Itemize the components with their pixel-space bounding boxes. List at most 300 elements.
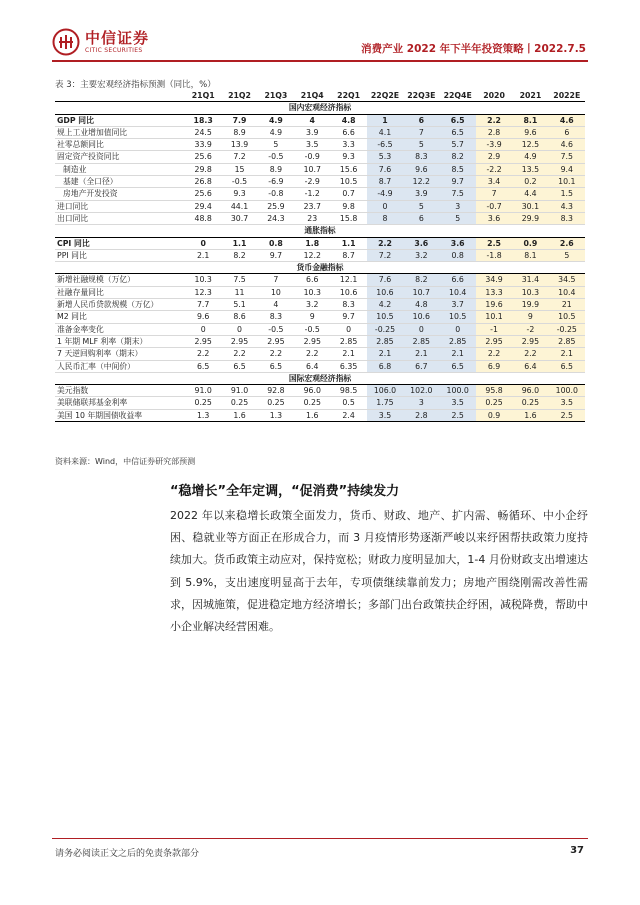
table-cell: 6.5 [185,360,221,372]
table-cell: 34.9 [476,274,512,286]
header-divider [52,60,588,62]
section-header-row [55,225,585,237]
table-row [55,409,585,421]
table-cell: 13.5 [512,163,548,175]
table-cell: -0.5 [258,151,294,163]
section-title: 国际宏观经济指标 [55,372,585,384]
table-cell: -3.9 [476,139,512,151]
table-cell: 10.5 [330,176,366,188]
table-cell: 1 [367,114,403,126]
table-cell: 8.6 [221,311,257,323]
table-cell: 6.4 [512,360,548,372]
table-cell: 0 [440,323,476,335]
table-cell: 3 [403,397,439,409]
table-cell: 10.3 [294,286,330,298]
table-cell: 2.2 [258,348,294,360]
table-cell: 100.0 [549,385,585,397]
table-cell: 29.9 [512,212,548,224]
table-cell: 8.9 [221,126,257,138]
row-label: 美元指数 [55,385,185,397]
table-cell: 2.95 [476,335,512,347]
table-cell: 10.5 [440,311,476,323]
table-row [55,360,585,372]
table-cell: -6.5 [367,139,403,151]
macro-forecast-table-wrapper [55,90,585,422]
table-cell: 0 [221,323,257,335]
table-cell: 31.4 [512,274,548,286]
table-caption: 表 3：主要宏观经济指标预测（同比，%） [55,80,216,90]
table-cell: 3.6 [440,237,476,249]
table-cell: 6 [403,212,439,224]
table-cell: 0 [330,323,366,335]
table-cell: 6.5 [440,360,476,372]
table-cell: 92.8 [258,385,294,397]
table-cell: 0.8 [440,249,476,261]
table-cell: -0.8 [258,188,294,200]
table-cell: 98.5 [330,385,366,397]
table-cell: 4.6 [549,139,585,151]
table-cell: 10.6 [330,286,366,298]
table-cell: 6 [549,126,585,138]
table-cell: 1.6 [221,409,257,421]
table-cell: 9.3 [221,188,257,200]
row-label: 新增社融规模（万亿） [55,274,185,286]
table-cell: 100.0 [440,385,476,397]
table-cell: 6.5 [221,360,257,372]
table-cell: 10.4 [440,286,476,298]
table-cell: -2.9 [294,176,330,188]
table-cell: 8.1 [512,114,548,126]
table-cell: 2.4 [330,409,366,421]
table-cell: 0 [185,323,221,335]
table-cell: 1.3 [258,409,294,421]
table-cell: 9.8 [330,200,366,212]
row-label: 基建（全口径） [55,176,185,188]
table-cell: 8.5 [440,163,476,175]
table-cell: 3.2 [294,299,330,311]
table-cell: 3.4 [476,176,512,188]
table-cell: 9.6 [403,163,439,175]
table-cell: 3.5 [440,397,476,409]
table-cell: 6.5 [258,360,294,372]
table-cell: 2.1 [440,348,476,360]
row-label: 固定资产投资同比 [55,151,185,163]
table-cell: 8.3 [258,311,294,323]
column-header: 2020 [476,90,512,102]
table-cell: 33.9 [185,139,221,151]
table-cell: 8.3 [330,299,366,311]
table-cell: 8.3 [403,151,439,163]
table-cell: 29.8 [185,163,221,175]
section-subheading: “稳增长”全年定调，“促消费”持续发力 [170,484,400,499]
table-cell: 3.9 [294,126,330,138]
table-cell: 5 [258,139,294,151]
table-cell: 10.5 [549,311,585,323]
table-cell: 2.95 [294,335,330,347]
table-cell: -4.9 [367,188,403,200]
table-cell: 15.6 [330,163,366,175]
table-cell: 29.4 [185,200,221,212]
table-cell: -0.5 [258,323,294,335]
table-cell: 8.3 [549,212,585,224]
brand-logo [52,28,149,56]
row-label: 人民币汇率（中间价） [55,360,185,372]
table-cell: -2.2 [476,163,512,175]
table-cell: 2.1 [330,348,366,360]
table-cell: 95.8 [476,385,512,397]
table-cell: 7.5 [549,151,585,163]
section-header-row [55,102,585,114]
table-cell: 2.2 [294,348,330,360]
table-cell: 6.35 [330,360,366,372]
table-cell: 10 [258,286,294,298]
table-cell: 12.1 [330,274,366,286]
table-cell: 3.5 [294,139,330,151]
footer-disclaimer: 请务必阅读正文之后的免责条款部分 [55,849,200,859]
table-cell: 1.3 [185,409,221,421]
table-cell: 3.6 [476,212,512,224]
table-cell: 4.2 [367,299,403,311]
table-row [55,397,585,409]
table-cell: 5 [549,249,585,261]
table-cell: 7 [476,188,512,200]
table-row [55,151,585,163]
column-header: 21Q4 [294,90,330,102]
table-cell: 2.1 [367,348,403,360]
table-cell: 9.7 [330,311,366,323]
table-cell: 4.6 [549,114,585,126]
section-title: 通胀指标 [55,225,585,237]
table-cell: 30.1 [512,200,548,212]
body-paragraph: 2022 年以来稳增长政策全面发力，货币、财政、地产、扩内需、畅循环、中小企纾困、稳就业等方面正在形成合力，而 3 月疫情形势逐渐严峻以来纾困帮扶政策力度持续加大。货币政策主动应对，保持宽松；财政力度明显加大，1-4 月份财政支出增速达到 5.9%，支出速度明显高于去年，专项债继续靠前发力；房地产围绕刚需改善性需求，因城施策，促进稳定地方经济增长；多部门出台政策扶企纾困，减税降费，帮助中小企业解决经营困难。 [170,509,588,634]
column-header: 21Q2 [221,90,257,102]
table-row [55,274,585,286]
table-cell: 2.95 [512,335,548,347]
table-cell: 10.3 [185,274,221,286]
table-cell: 30.7 [221,212,257,224]
section-header-row [55,262,585,274]
table-row [55,237,585,249]
table-cell: 26.8 [185,176,221,188]
table-row [55,200,585,212]
table-cell: 0 [403,323,439,335]
table-cell: 7.7 [185,299,221,311]
table-cell: 4 [258,299,294,311]
table-cell: 7.6 [367,163,403,175]
table-cell: 2.95 [221,335,257,347]
table-cell: 5 [440,212,476,224]
table-row [55,311,585,323]
column-header: 22Q1 [330,90,366,102]
row-label: 进口同比 [55,200,185,212]
section-title: 国内宏观经济指标 [55,102,585,114]
table-cell: 2.1 [549,348,585,360]
table-cell: 0.25 [512,397,548,409]
table-cell: 12.5 [512,139,548,151]
table-cell: 2.85 [549,335,585,347]
table-cell: 96.0 [294,385,330,397]
table-cell: -0.5 [294,323,330,335]
table-cell: 12.3 [185,286,221,298]
table-cell: 0.25 [185,397,221,409]
table-cell: 6.9 [476,360,512,372]
table-cell: 0 [367,200,403,212]
column-header: 21Q1 [185,90,221,102]
column-header: 22Q2E [367,90,403,102]
table-cell: -0.25 [367,323,403,335]
table-cell: 3.6 [403,237,439,249]
row-label: PPI 同比 [55,249,185,261]
table-cell: 6.6 [330,126,366,138]
table-cell: 8.2 [221,249,257,261]
table-cell: 1.6 [294,409,330,421]
row-label: 房地产开发投资 [55,188,185,200]
table-cell: 10.7 [294,163,330,175]
table-cell: 2.2 [476,114,512,126]
table-cell: 25.6 [185,151,221,163]
table-cell: 24.3 [258,212,294,224]
table-cell: 1.5 [549,188,585,200]
table-cell: 0.25 [258,397,294,409]
table-cell: 7 [258,274,294,286]
table-cell: 4 [294,114,330,126]
table-cell: 7.6 [367,274,403,286]
table-cell: 1.8 [294,237,330,249]
table-cell: 24.5 [185,126,221,138]
table-cell: 3.9 [403,188,439,200]
table-cell: 8.1 [512,249,548,261]
table-cell: 4.9 [512,151,548,163]
table-cell: 4.4 [512,188,548,200]
footer-divider [52,838,588,839]
table-row [55,335,585,347]
row-label: GDP 同比 [55,114,185,126]
table-cell: 1.1 [221,237,257,249]
table-cell: 10.7 [403,286,439,298]
table-cell: 12.2 [294,249,330,261]
row-label: 1 年期 MLF 利率（期末） [55,335,185,347]
table-cell: 2.85 [440,335,476,347]
row-label: 社零总额同比 [55,139,185,151]
table-cell: 10.1 [549,176,585,188]
row-label: 制造业 [55,163,185,175]
table-cell: 1.75 [367,397,403,409]
table-cell: 19.9 [512,299,548,311]
table-cell: 2.2 [185,348,221,360]
table-cell: 2.85 [367,335,403,347]
table-cell: 44.1 [221,200,257,212]
table-cell: 5 [403,139,439,151]
table-header [55,90,585,102]
table-cell: -0.7 [476,200,512,212]
table-cell: 6.8 [367,360,403,372]
table-cell: 102.0 [403,385,439,397]
table-cell: 48.8 [185,212,221,224]
table-cell: 18.3 [185,114,221,126]
table-cell: 7 [403,126,439,138]
table-cell: 4.1 [367,126,403,138]
column-header-row [55,90,585,102]
table-cell: 1.6 [512,409,548,421]
column-header: 22Q4E [440,90,476,102]
table-row [55,323,585,335]
table-row [55,176,585,188]
brand-name-cn: 中信证券 [85,28,150,47]
table-cell: 6.5 [440,126,476,138]
table-cell: 2.5 [549,409,585,421]
brand-name-en: CITIC SECURITIES [85,46,143,54]
table-cell: 2.8 [476,126,512,138]
table-cell: 2.1 [185,249,221,261]
table-cell: 34.5 [549,274,585,286]
table-cell: 7.9 [221,114,257,126]
table-cell: 19.6 [476,299,512,311]
table-cell: 2.2 [476,348,512,360]
table-cell: 6.7 [403,360,439,372]
table-cell: 0 [185,237,221,249]
table-cell: 3.2 [403,249,439,261]
table-cell: 0.25 [221,397,257,409]
table-cell: 3 [440,200,476,212]
table-cell: 10.5 [367,311,403,323]
table-cell: 91.0 [221,385,257,397]
table-cell: 0.9 [512,237,548,249]
table-cell: 7.2 [221,151,257,163]
table-cell: 2.95 [258,335,294,347]
table-cell: 2.1 [403,348,439,360]
table-cell: 4.8 [330,114,366,126]
table-cell: 2.2 [512,348,548,360]
table-cell: 10.6 [367,286,403,298]
column-header: 21Q3 [258,90,294,102]
table-cell: 9 [512,311,548,323]
column-header-label [55,90,185,102]
table-cell: 13.9 [221,139,257,151]
table-cell: 21 [549,299,585,311]
table-cell: 10.3 [512,286,548,298]
table-row [55,163,585,175]
table-cell: 3.3 [330,139,366,151]
row-label: 新增人民币贷款规模（万亿） [55,299,185,311]
table-cell: 10.4 [549,286,585,298]
table-cell: 0.5 [330,397,366,409]
section-header-row [55,372,585,384]
table-cell: 9.6 [512,126,548,138]
table-cell: 6.4 [294,360,330,372]
table-cell: 96.0 [512,385,548,397]
table-cell: 7.5 [221,274,257,286]
table-cell: 15.8 [330,212,366,224]
table-row [55,188,585,200]
table-cell: 0.8 [258,237,294,249]
column-header: 22Q3E [403,90,439,102]
table-cell: 2.5 [440,409,476,421]
table-cell: 4.9 [258,114,294,126]
table-cell: 1.1 [330,237,366,249]
table-cell: 3.7 [440,299,476,311]
table-cell: 2.2 [221,348,257,360]
column-header: 2021 [512,90,548,102]
table-cell: 2.85 [330,335,366,347]
table-cell: 25.6 [185,188,221,200]
table-cell: 8.7 [367,176,403,188]
macro-forecast-table [55,90,585,422]
table-cell: 2.9 [476,151,512,163]
row-label: 美联储联邦基金利率 [55,397,185,409]
citic-logo-icon [52,28,80,56]
table-cell: 8.2 [403,274,439,286]
row-label: CPI 同比 [55,237,185,249]
table-cell: 25.9 [258,200,294,212]
table-cell: 11 [221,286,257,298]
table-cell: 7.2 [367,249,403,261]
table-cell: -0.25 [549,323,585,335]
row-label: 出口同比 [55,212,185,224]
table-cell: -1.2 [294,188,330,200]
table-cell: 8 [367,212,403,224]
table-cell: 2.85 [403,335,439,347]
table-cell: 9.3 [330,151,366,163]
table-cell: 10.6 [403,311,439,323]
table-row [55,348,585,360]
table-cell: 3.5 [367,409,403,421]
table-cell: 5.3 [367,151,403,163]
row-label: 社融存量同比 [55,286,185,298]
table-source-note: 资料来源：Wind，中信证券研究部预测 [55,457,196,466]
row-label: M2 同比 [55,311,185,323]
table-row [55,286,585,298]
table-cell: 9.7 [440,176,476,188]
report-title: 消费产业 2022 年下半年投资策略丨2022.7.5 [361,43,586,55]
table-cell: 5.7 [440,139,476,151]
table-cell: 0.9 [476,409,512,421]
table-cell: -2 [512,323,548,335]
table-row [55,139,585,151]
table-row [55,249,585,261]
row-label: 准备金率变化 [55,323,185,335]
table-cell: 3.5 [549,397,585,409]
table-cell: 2.6 [549,237,585,249]
column-header: 2022E [549,90,585,102]
table-cell: 9 [294,311,330,323]
table-cell: 91.0 [185,385,221,397]
table-cell: 9.6 [185,311,221,323]
table-cell: 8.9 [258,163,294,175]
table-row [55,126,585,138]
table-cell: 6.5 [440,114,476,126]
table-cell: 6 [403,114,439,126]
table-cell: 6.6 [294,274,330,286]
table-cell: 9.7 [258,249,294,261]
table-cell: 0.2 [512,176,548,188]
table-cell: 7.5 [440,188,476,200]
table-cell: -1.8 [476,249,512,261]
section-title: 货币金融指标 [55,262,585,274]
table-cell: 9.4 [549,163,585,175]
table-cell: 106.0 [367,385,403,397]
table-cell: 2.95 [185,335,221,347]
table-cell: 0.25 [476,397,512,409]
table-cell: 5.1 [221,299,257,311]
table-cell: -1 [476,323,512,335]
table-cell: 2.2 [367,237,403,249]
table-cell: 6.5 [549,360,585,372]
table-cell: 2.5 [476,237,512,249]
table-cell: 4.8 [403,299,439,311]
table-row [55,114,585,126]
table-cell: 2.8 [403,409,439,421]
table-cell: 23.7 [294,200,330,212]
